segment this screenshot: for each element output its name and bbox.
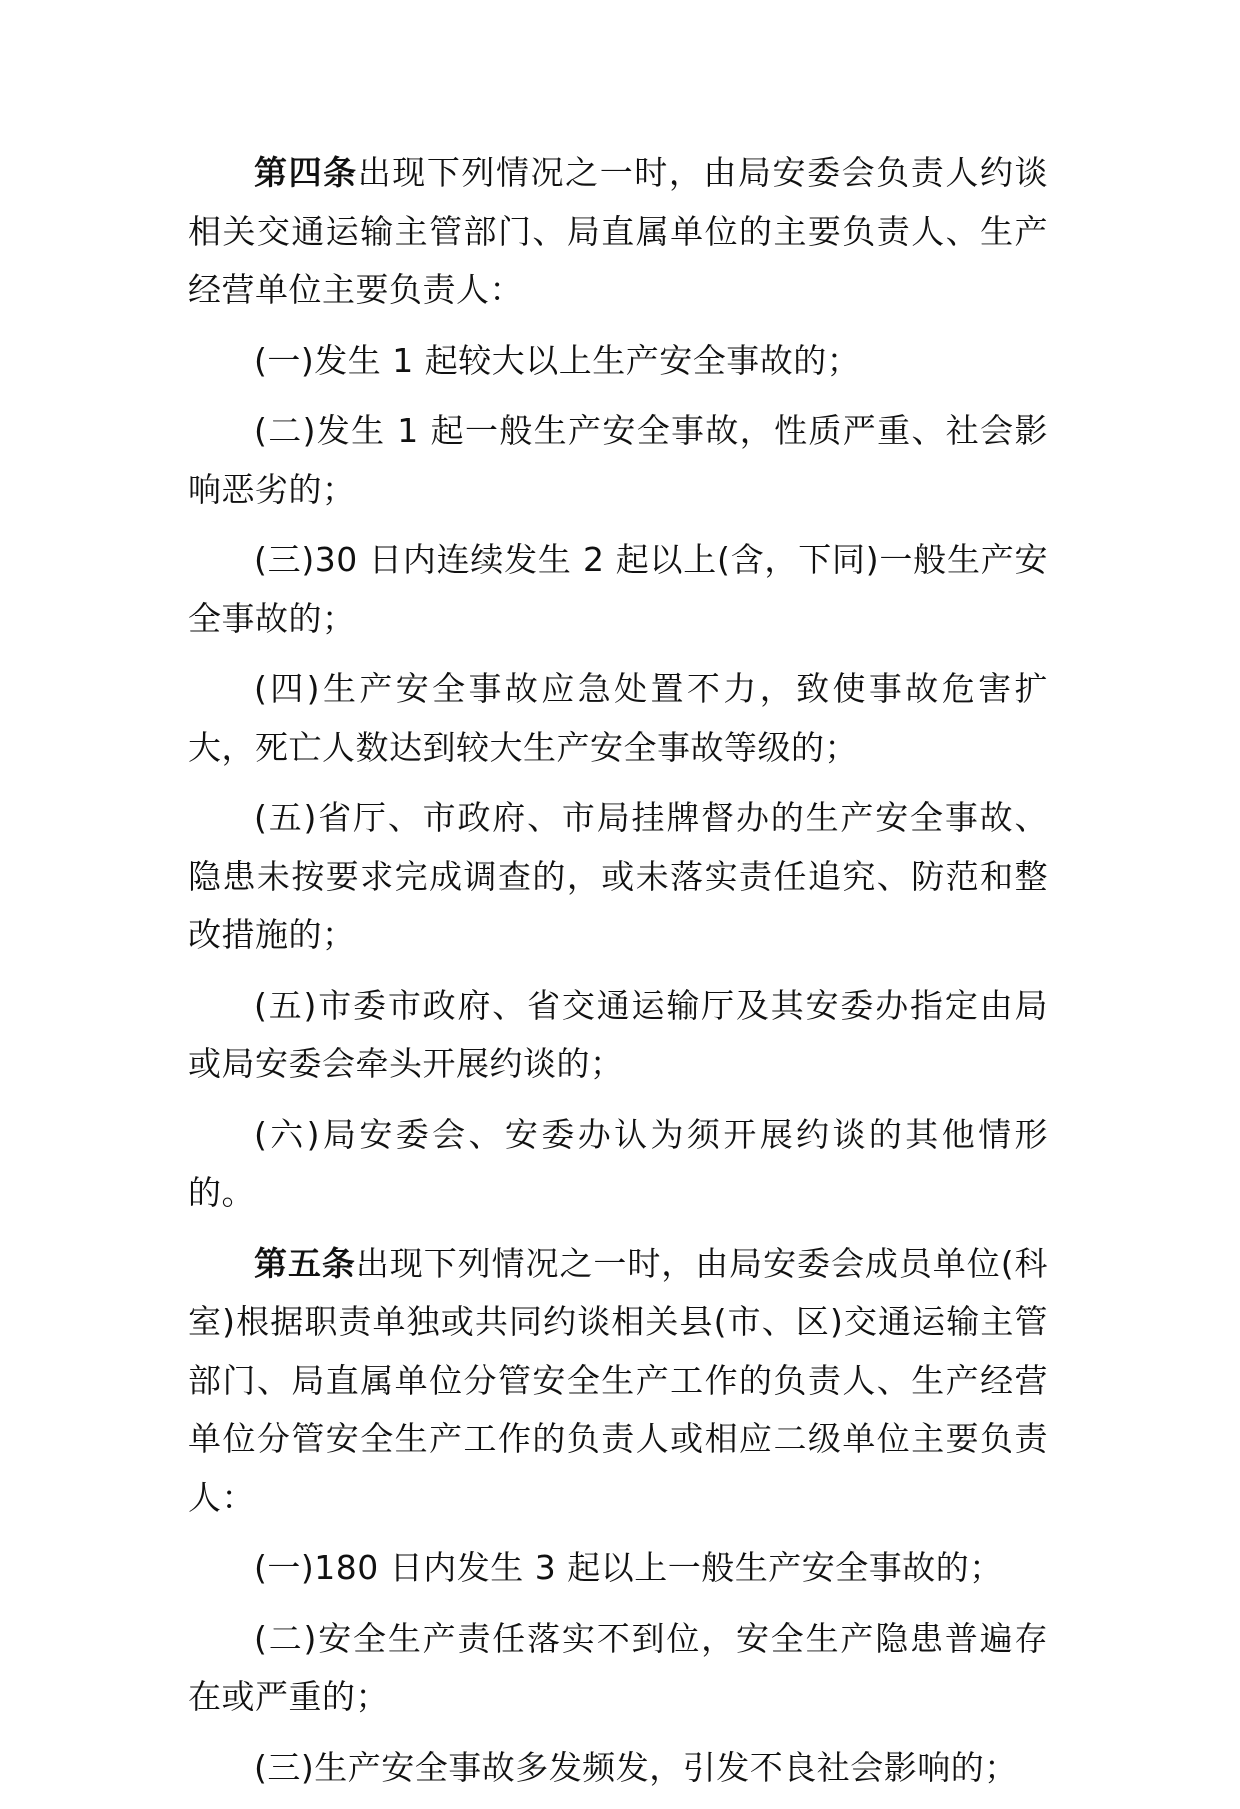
article-4-paragraph bbox=[188, 144, 1048, 320]
document-body bbox=[188, 144, 1048, 1809]
article-5-text: 出现下列情况之一时，由局安委会成员单位(科室)根据职责单独或共同约谈相关县(市、区)交通运输主管部门、局直属单位分管安全生产工作的负责人、生产经营单位分管安全生产工作的负责人或相应二级单位主要负责人： bbox=[188, 1243, 1049, 1517]
article-4-item-4: (四)生产安全事故应急处置不力，致使事故危害扩大，死亡人数达到较大生产安全事故等级的； bbox=[188, 669, 1048, 767]
article-5-heading: 第五条 bbox=[254, 1243, 356, 1283]
article-4-item-6: (五)市委市政府、省交通运输厅及其安委办指定由局或局安委会牵头开展约谈的； bbox=[188, 985, 1048, 1083]
article-5-paragraph bbox=[188, 1235, 1048, 1528]
article-4-item-1: (一)发生 1 起较大以上生产安全事故的； bbox=[254, 340, 861, 380]
article-4-heading: 第四条 bbox=[254, 153, 358, 192]
article-4-item-2: (二)发生 1 起一般生产安全事故，性质严重、社会影响恶劣的； bbox=[188, 411, 1048, 509]
article-5-item-1: (一)180 日内发生 3 起以上一般生产安全事故的； bbox=[254, 1548, 1003, 1587]
article-5-item-3: (三)生产安全事故多发频发，引发不良社会影响的； bbox=[254, 1747, 1018, 1787]
article-4-item-3: (三)30 日内连续发生 2 起以上(含，下同)一般生产安全事故的； bbox=[188, 540, 1048, 638]
article-4-text: 出现下列情况之一时，由局安委会负责人约谈相关交通运输主管部门、局直属单位的主要负责人、生产经营单位主要负责人： bbox=[188, 153, 1049, 309]
article-5-item-2: (二)安全生产责任落实不到位，安全生产隐患普遍存在或严重的； bbox=[188, 1618, 1048, 1716]
article-4-item-7: (六)局安委会、安委办认为须开展约谈的其他情形的。 bbox=[188, 1114, 1048, 1212]
article-4-item-5: (五)省厅、市政府、市局挂牌督办的生产安全事故、隐患未按要求完成调查的，或未落实责任追究、防范和整改措施的； bbox=[188, 798, 1048, 954]
